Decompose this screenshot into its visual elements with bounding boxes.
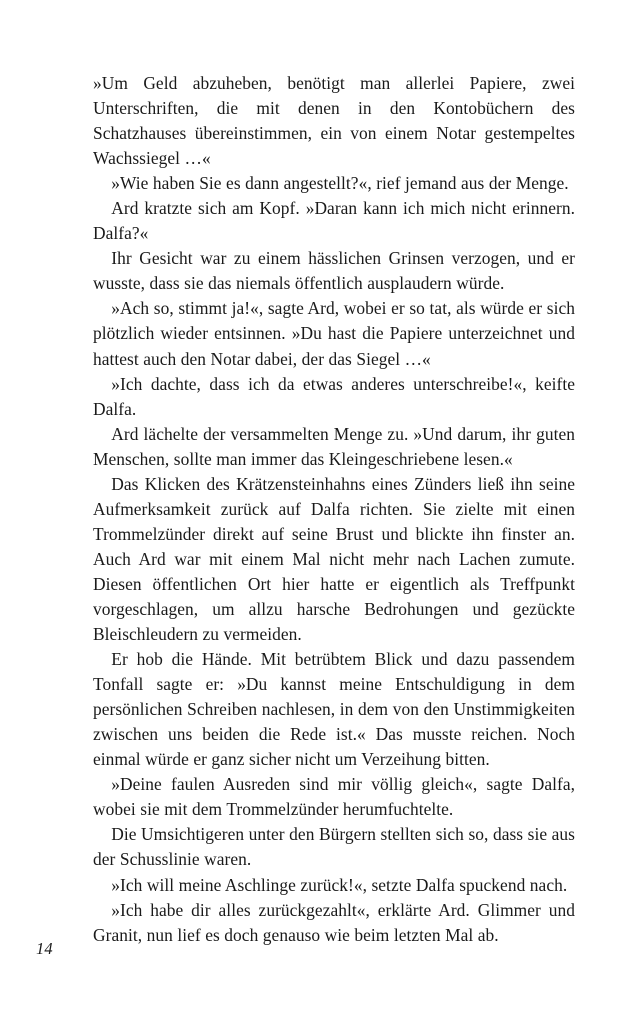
paragraph: »Ach so, stimmt ja!«, sagte Ard, wobei er so tat, als würde er sich plötzlich wieder entsinnen. »Du hast die Papiere unterzeichnet und hattest auch den Notar dabei, der das Siegel …« — [93, 298, 575, 369]
paragraph: Die Umsichtigeren unter den Bürgern stellten sich so, dass sie aus der Schusslinie waren. — [93, 824, 575, 870]
paragraph: »Ich dachte, dass ich da etwas anderes unterschreibe!«, keifte Dalfa. — [93, 373, 575, 419]
paragraph: Ihr Gesicht war zu einem hässlichen Grinsen verzogen, und er wusste, dass sie das niemals öffentlich ausplaudern würde. — [93, 248, 575, 294]
paragraph: »Wie haben Sie es dann angestellt?«, rief jemand aus der Menge. — [111, 173, 569, 194]
paragraph: »Ich will meine Aschlinge zurück!«, setzte Dalfa spuckend nach. — [111, 874, 568, 895]
paragraph: Er hob die Hände. Mit betrübtem Blick und dazu passendem Tonfall sagte er: »Du kannst meine Entschuldigung in dem persönlichen Schreiben nachlesen, in dem von den Unstimmigkeiten zwischen uns beiden die Rede ist.« Das musste reichen. Noch einmal würde er ganz sicher nicht um Verzeihung bitten. — [93, 649, 575, 770]
paragraph: »Um Geld abzuheben, benötigt man allerlei Papiere, zwei Unterschriften, die mit denen in den Kontobüchern des Schatzhauses übereinstimmen, ein von einem Notar gestempeltes Wachssiegel …« — [93, 73, 575, 169]
body-text-column — [93, 71, 575, 948]
paragraph: Ard kratzte sich am Kopf. »Daran kann ich mich nicht erinnern. Dalfa?« — [93, 198, 575, 244]
paragraph: »Deine faulen Ausreden sind mir völlig gleich«, sagte Dalfa, wobei sie mit dem Trommelzünder herumfuchtelte. — [93, 774, 575, 820]
paragraph: Ard lächelte der versammelten Menge zu. »Und darum, ihr guten Menschen, sollte man immer das Kleingeschriebene lesen.« — [93, 423, 575, 469]
page-number: 14 — [36, 939, 53, 958]
paragraph: Das Klicken des Krätzensteinhahns eines Zünders ließ ihn seine Aufmerksamkeit zurück auf Dalfa richten. Sie zielte mit einen Trommelzünder direkt auf seine Brust und blickte ihn finster an. Auch Ard war mit einem Mal nicht mehr nach Lachen zumute. Diesen öffentlichen Ort hier hatte er eigentlich als Treffpunkt vorgeschlagen, um allzu harsche Bedrohungen und gezückte Bleischleudern zu vermeiden. — [93, 473, 575, 645]
paragraph: »Ich habe dir alles zurückgezahlt«, erklärte Ard. Glimmer und Granit, nun lief es doch genauso wie beim letzten Mal ab. — [93, 899, 575, 945]
